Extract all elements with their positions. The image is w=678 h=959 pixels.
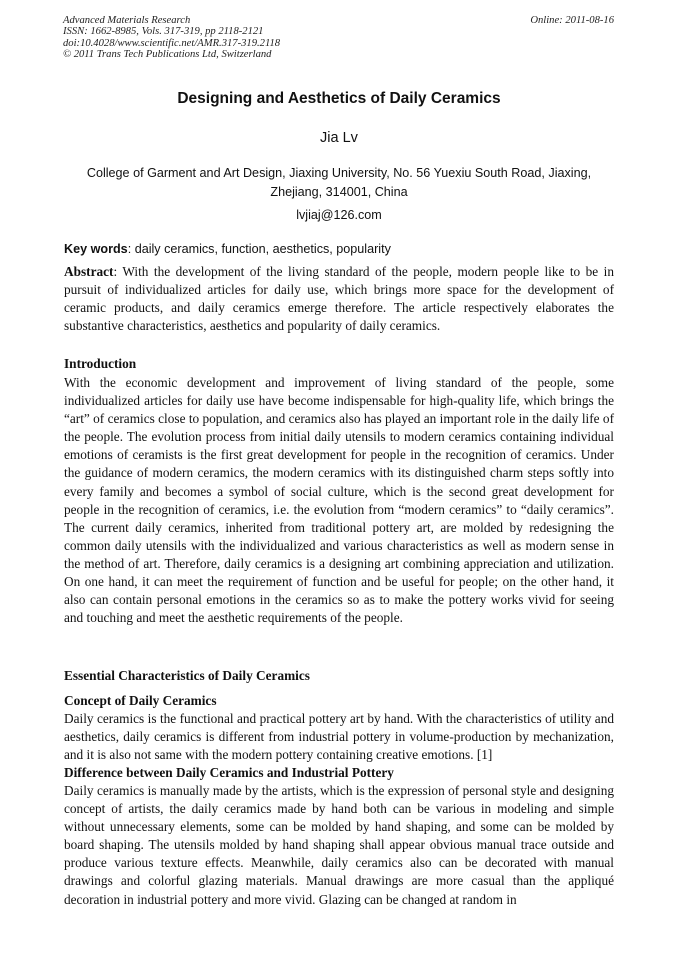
keywords-label: Key words xyxy=(64,242,128,256)
author: Jia Lv xyxy=(320,130,358,146)
online-date: Online: 2011-08-16 xyxy=(530,15,614,26)
subsection-heading-concept: Concept of Daily Ceramics xyxy=(64,693,217,708)
abstract-label: Abstract xyxy=(64,264,114,279)
introduction-paragraph: With the economic development and improvement of living standard of the people, some individualized articles for daily use have become indispensable for high-quality life, which brings the “art” of ceramics close to population, and ceramics also has played an important role in the daily life of the people. The evolution process from initial daily utensils to modern ceramics containing individual emotions of ceramists is the first great development for people in the recognition of ceramics. Under the guidance of modern ceramics, the modern ceramics with its distinguished charm steps softly into every family and becomes a symbol of social culture, which is the second great development for people in the recognition of ceramics, i.e. the evolution from “modern ceramics” to “daily ceramics”. The current daily ceramics, inherited from traditional pottery art, are molded by redesigning the common daily utensils with the individualized and various characteristics as well as modern sense in the method of art. Therefore, daily ceramics is a designing art combining appreciation and utilization. On one hand, it can meet the requirement of function and be useful for people; on the other hand, it also can contain personal emotions in the ceramics so as to make the pottery works vivid for seeing and touching and meet the aesthetic requirements of the people. xyxy=(64,375,614,626)
copyright: © 2011 Trans Tech Publications Ltd, Switzerland xyxy=(63,49,272,61)
subsection-heading-difference: Difference between Daily Ceramics and Industrial Pottery xyxy=(64,765,394,780)
doi: doi:10.4028/www.scientific.net/AMR.317-319.2118 xyxy=(63,37,281,49)
issn: ISSN: 1662-8985, Vols. 317-319, pp 2118-2121 xyxy=(63,26,264,38)
concept-paragraph: Daily ceramics is the functional and practical pottery art by hand. With the characteristics of utility and aesthetics, daily ceramics is different from industrial pottery in volume-production by mechanization, and it is also not same with the modern pottery containing creative emotions. [1] xyxy=(64,711,614,763)
affiliation: College of Garment and Art Design, Jiaxing University, No. 56 Yuexiu South Road, Jiaxing, Zhejiang, 314001, China xyxy=(86,166,592,199)
section-heading-introduction: Introduction xyxy=(64,356,137,371)
keywords-text: : daily ceramics, function, aesthetics, popularity xyxy=(127,242,391,256)
email: lvjiaj@126.com xyxy=(296,208,382,222)
journal-name: Advanced Materials Research xyxy=(63,15,191,26)
keywords xyxy=(64,240,614,258)
abstract xyxy=(64,263,614,335)
difference-paragraph: Daily ceramics is manually made by the artists, which is the expression of personal style and designing concept of artists, the daily ceramics made by hand both can be various in modeling and simple without unnecessary elements, some can be molded by hand shaping, and some can be molded by board shaping. The utensils molded by hand shaping shall appear obvious manual trace outside and produce various texture effects. Meanwhile, daily ceramics also can be decorated with manual drawings and colorful glazing materials. Manual drawings are more casual than the appliqué decoration in industrial pottery and more vivid. Glazing can be changed at random in xyxy=(64,783,614,907)
abstract-text: : With the development of the living standard of the people, modern people like to be in pursuit of individualized articles for daily use, which brings more space for the development of ceramic products, and daily ceramics emerge therefore. The article respectively elaborates the substantive characteristics, aesthetics and popularity of daily ceramics. xyxy=(64,264,614,334)
section-heading-essential: Essential Characteristics of Daily Ceramics xyxy=(64,668,310,683)
paper-title: Designing and Aesthetics of Daily Ceramics xyxy=(177,90,501,107)
journal-header xyxy=(63,15,280,61)
